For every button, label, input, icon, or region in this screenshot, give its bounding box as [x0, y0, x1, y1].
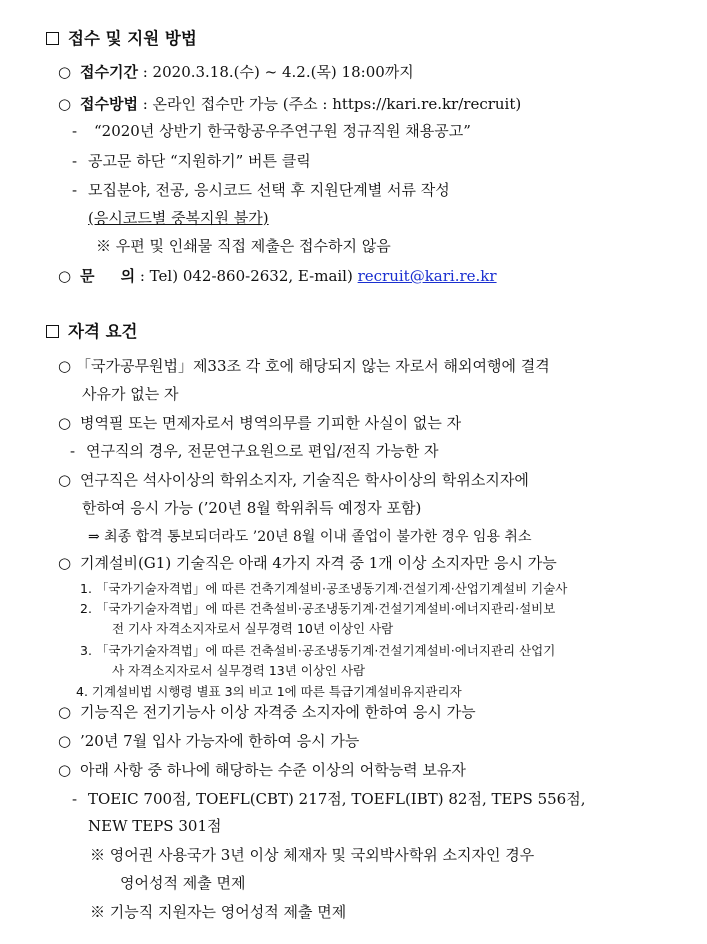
duplicate-application-notice: (응시코드별 중복지원 불가): [88, 209, 269, 227]
graduation-note: ⇒ 최종 합격 통보되더라도 ’20년 8월 이내 졸업이 불가한 경우 임용 취소: [88, 529, 532, 545]
dash-bullet: -: [72, 122, 78, 140]
license-item-4: 4. 기계설비법 시행령 별표 3의 비고 1에 따른 특급기계설비유지관리자: [76, 684, 462, 699]
circle-bullet-icon: ○: [58, 63, 72, 81]
qualification-text: 기능직은 전기기능사 이상 자격중 소지자에 한하여 응시 가능: [80, 703, 476, 721]
qualification-item: [58, 470, 529, 490]
inquiry-value: : Tel) 042-860-2632, E-mail): [135, 267, 358, 285]
method-subitem: [72, 151, 311, 171]
qualification-subitem: [72, 789, 585, 809]
method-subitem-text: “2020년 상반기 한국항공우주연구원 정규직원 채용공고”: [94, 122, 471, 140]
qualification-text-cont: 한하여 응시 가능 (’20년 8월 학위취득 예정자 포함): [82, 499, 422, 517]
language-exemption-note: ※ 영어권 사용국가 3년 이상 체재자 및 국외박사학위 소지자인 경우: [90, 846, 535, 864]
qualification-text: 연구직은 석사이상의 학위소지자, 기술직은 학사이상의 학위소지자에: [80, 471, 529, 489]
circle-bullet-icon: ○: [58, 267, 72, 285]
circle-bullet-icon: ○: [58, 703, 72, 721]
period-label: 접수기간: [80, 63, 138, 81]
circle-bullet-icon: ○: [58, 414, 72, 432]
qualification-text: ’20년 7월 입사 가능자에 한하여 응시 가능: [80, 732, 360, 750]
checkbox-square-icon: [46, 325, 59, 338]
method-note: ※ 우편 및 인쇄물 직접 제출은 접수하지 않음: [96, 237, 391, 255]
dash-bullet: -: [70, 442, 76, 460]
method-subitem: [72, 180, 450, 200]
circle-bullet-icon: ○: [58, 471, 72, 489]
dash-bullet: -: [72, 152, 78, 170]
qualification-item: [58, 356, 550, 376]
section-heading-qualification: [46, 322, 138, 342]
qualification-text: 기계설비(G1) 기술직은 아래 4가지 자격 중 1개 이상 소지자만 응시 가능: [80, 554, 557, 572]
qualification-text: 「국가공무원법」제33조 각 호에 해당되지 않는 자로서 해외여행에 결격: [76, 357, 550, 375]
qualification-subitem: [70, 441, 438, 461]
qualification-text: 병역필 또는 면제자로서 병역의무를 기피한 사실이 없는 자: [80, 414, 462, 432]
section-heading-application: [46, 29, 197, 49]
dash-bullet: -: [72, 790, 78, 808]
section-title: 접수 및 지원 방법: [68, 29, 197, 48]
application-method-item: [58, 94, 521, 114]
technician-exemption-note: ※ 기능직 지원자는 영어성적 제출 면제: [90, 903, 347, 921]
email-link[interactable]: recruit@kari.re.kr: [357, 267, 497, 285]
method-subitem-text: 공고문 하단 “지원하기” 버튼 클릭: [88, 152, 311, 170]
language-score-text: TOEIC 700점, TOEFL(CBT) 217점, TOEFL(IBT) 82점, TEPS 556점,: [88, 790, 586, 808]
section-title: 자격 요건: [68, 322, 138, 341]
checkbox-square-icon: [46, 32, 59, 45]
inquiry-label: 문 의: [80, 267, 136, 285]
qualification-item: [58, 553, 557, 573]
method-label: 접수방법: [80, 95, 138, 113]
license-item-3-cont: 사 자격소지자로서 실무경력 13년 이상인 사람: [112, 663, 366, 678]
qualification-item: [58, 702, 476, 722]
qualification-item: [58, 413, 461, 433]
circle-bullet-icon: ○: [58, 357, 72, 375]
qualification-text-cont: 사유가 없는 자: [82, 385, 179, 403]
qualification-item: [58, 731, 359, 751]
license-item-3: 3. 「국가기술자격법」에 따른 건축설비·공조냉동기계·건설기계설비·에너지관리 산업기: [80, 643, 556, 658]
language-score-text-cont: NEW TEPS 301점: [88, 817, 222, 835]
circle-bullet-icon: ○: [58, 554, 72, 572]
method-value: : 온라인 접수만 가능 (주소 : https://kari.re.kr/recruit): [137, 95, 522, 113]
dash-bullet: -: [72, 181, 78, 199]
qualification-item: [58, 760, 466, 780]
method-subitem: [72, 121, 471, 141]
circle-bullet-icon: ○: [58, 95, 72, 113]
license-item-1: 1. 「국가기술자격법」에 따른 건축기계설비·공조냉동기계·건설기계·산업기계설비 기술사: [80, 581, 568, 596]
qualification-subitem-text: 연구직의 경우, 전문연구요원으로 편입/전직 가능한 자: [86, 442, 439, 460]
application-period-item: [58, 62, 414, 82]
language-exemption-note-cont: 영어성적 제출 면제: [120, 874, 246, 892]
circle-bullet-icon: ○: [58, 732, 72, 750]
inquiry-item: [58, 266, 497, 286]
qualification-text: 아래 사항 중 하나에 해당하는 수준 이상의 어학능력 보유자: [80, 761, 466, 779]
license-item-2-cont: 전 기사 자격소지자로서 실무경력 10년 이상인 사람: [112, 621, 394, 636]
method-subitem-text: 모집분야, 전공, 응시코드 선택 후 지원단계별 서류 작성: [88, 181, 450, 199]
circle-bullet-icon: ○: [58, 761, 72, 779]
period-value: : 2020.3.18.(수) ~ 4.2.(목) 18:00까지: [137, 63, 414, 81]
license-item-2: 2. 「국가기술자격법」에 따른 건축설비·공조냉동기계·건설기계설비·에너지관리·설비보: [80, 601, 556, 616]
